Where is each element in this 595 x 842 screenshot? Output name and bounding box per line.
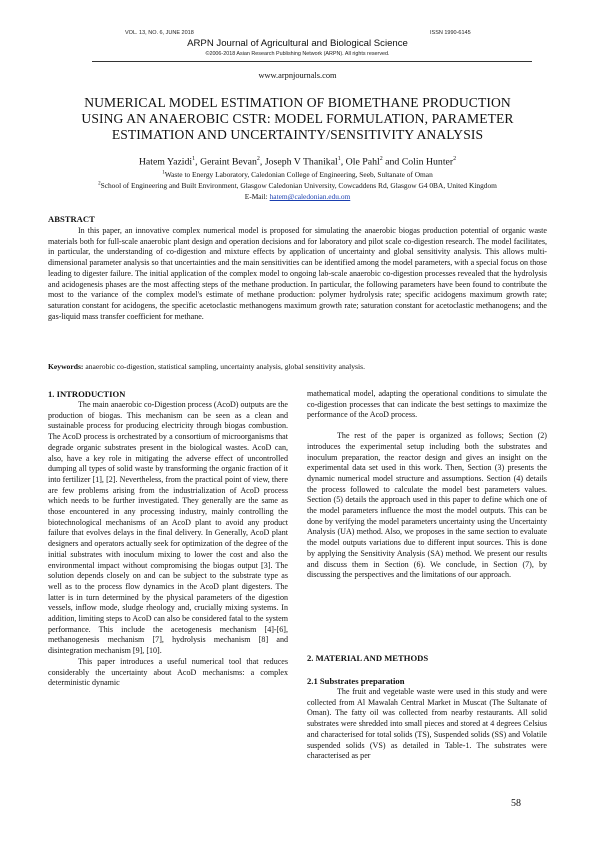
affiliation-text: School of Engineering and Built Environment, Glasgow Caledonian University, Cowcaddens Rd, Glasgow G4 0BA, United Kingdom (100, 181, 497, 190)
section-heading-introduction: 1. INTRODUCTION (48, 389, 126, 399)
copyright-notice: ©2006-2018 Asian Research Publishing Network (ARPN). All rights reserved. (205, 51, 390, 57)
abstract-paragraph: In this paper, an innovative complex numerical model is proposed for simulating the anaerobic biogas production potential of organic waste materials both for full-scale anaerobic plant design and operation decisions and for laboratory and pilot scale co-digestion research. The model facilitates, in particular, the understanding of co-digestion and mixture effects by application of uncertainty and global sensitivity analysis. This allows multi-dimensional parameter analysis so that uncertainties and the main sensitivities can be identified among the model parameters, with a special focus on those leading to digester failure. The initial application of the complex model to ongoing lab-scale anaerobic co-digestion processes revealed that the hydrolysis and acidogenesis phases are the most affecting steps of the methane production. In particular, the following parameters have been found to contribute the most to the variance of the complex model's estimate of methane production: polymer hydrolysis rate; specific acidogens maximum growth rate; saturation constant for acidogens, the specific acetoclastic methanogens maximum growth rate; saturation constant for acetoclastic methanogens; and the gas-liquid mass transfer coefficient for methane. (48, 226, 547, 321)
author-affil-mark: 2 (453, 156, 457, 162)
affiliation-1 (0, 170, 595, 179)
header-rule (92, 61, 532, 62)
volume-info: VOL. 13, NO. 6, JUNE 2018 (125, 30, 194, 36)
affil-mark: 2 (98, 181, 101, 187)
intro-paragraph-continued: mathematical model, adapting the operational conditions to simulate the co-digestion processes that can indicate the best settings to maximize the performance of the AcoD process. (307, 389, 547, 420)
right-column (307, 389, 547, 581)
author-affil-mark: 2 (256, 156, 260, 162)
title-line: ESTIMATION AND UNCERTAINTY/SENSITIVITY ANALYSIS (111, 127, 484, 142)
affiliation-text: Waste to Energy Laboratory, Caledonian College of Engineering, Seeb, Sultanate of Oman (164, 170, 433, 179)
keywords-line (48, 362, 547, 371)
author-name: Ole Pahl (345, 156, 380, 168)
affiliation-2 (0, 181, 595, 190)
author-name: Geraint Bevan (200, 156, 257, 168)
author-list (0, 156, 595, 167)
intro-paragraph: This paper introduces a useful numerical tool that reduces considerably the uncertainty about AcoD mechanisms: a complex deterministic dynamic (48, 656, 288, 688)
author-separator: and (382, 156, 402, 168)
email-label: E-Mail: (244, 192, 270, 201)
page-number: 58 (511, 798, 521, 809)
keywords-text: anaerobic co-digestion, statistical sampling, uncertainty analysis, global sensitivity analysis. (83, 362, 365, 371)
affil-mark: 1 (162, 170, 165, 176)
intro-paragraph: The main anaerobic co-Digestion process (AcoD) outputs are the production of biogas. This mechanism can be seen as a clean and sustainable process for producing electricity through biogas combustion. The AcoD process is orchestrated by a consortium of microorganisms that degrade organic substrates present in the biological wastes. AcoD can, also, have a key role in mitigating the adverse effect of uncontrolled dumping all types of solid waste by transforming the organic fraction of it into fertilizer [1], [2]. Nevertheless, from the practical point of view, there are few problems arising from the industrialization of AcoD process which needs to be further investigated. They generally are the same as those encountered in any processing industry, mainly controlling the biotechnological mechanisms of an AcoD plant to avoid any product failure that evolves delays in the final delivery. In Generally, AcoD plant designers and operators actually seek for optimization of the degree of the initial substrates with inoculum mixing to lower the cost and also the environmental impact without compromising the biogas output [3]. The solution depends closely on and can be subject to the substrate type as well as to the process flow dynamics in the AcoD plant digesters. The latter is in turn determined by the physical parameters of the digestion vessels, inflow mode, sludge rheology and, crucially mixing systems. In addition, limiting steps to AcoD can also be considered fatal to the system performance. This include the acetogenesis mechanism [4]-[6], methanogenesis mechanism [7], hydrolysis mechanism [8] and disintegration mechanism [9], [10]. (48, 400, 288, 656)
title-line: NUMERICAL MODEL ESTIMATION OF BIOMETHANE PRODUCTION (84, 95, 511, 110)
methods-paragraph: The fruit and vegetable waste were used in this study and were collected from Al Mawalah Central Market in Muscat (The Sultanate of Oman). The fatty oil was collected from nearby restaurants. All solid substrates were shredded into small pieces and stored at 4 degrees Celsius and characterised for total solids (TS), Suspended solids (SS) and Volatile suspended solids (VS) as detailed in Table-1. The substrates were characterised as per (307, 687, 547, 761)
email-line (0, 192, 595, 201)
author-affil-mark: 1 (192, 156, 196, 162)
title-line: USING AN ANAEROBIC CSTR: MODEL FORMULATION, PARAMETER (81, 111, 514, 126)
author-affil-mark: 2 (379, 156, 383, 162)
keywords-label: Keywords: (48, 362, 84, 371)
issn: ISSN 1990-6145 (430, 30, 471, 36)
section-heading-methods: 2. MATERIAL AND METHODS (307, 653, 429, 663)
journal-website[interactable]: www.arpnjournals.com (258, 71, 337, 80)
abstract-heading: ABSTRACT (48, 214, 95, 224)
methods-body (307, 687, 547, 762)
author-name: Colin Hunter (401, 156, 454, 168)
journal-name: ARPN Journal of Agricultural and Biological Science (187, 38, 408, 49)
author-affil-mark: 1 (337, 156, 341, 162)
author-name: Joseph V Thanikal (264, 156, 338, 168)
abstract-body (48, 226, 547, 322)
author-separator: , (259, 156, 265, 168)
author-email-link[interactable]: hatem@caledonian.edu.om (269, 192, 351, 201)
author-separator: , (340, 156, 346, 168)
left-column (48, 400, 288, 689)
intro-paragraph: The rest of the paper is organized as follows; Section (2) introduces the experimental setup including both the substrates and inoculum preparation, the reactor design and gives an insight on the experimental data set used in this work. Then, Section (3) presents the dynamic numerical model structure and assumptions. Section (4) details the process followed to calculate the model best parameters values. Section (5) details the approach used in this paper to define which one of the model parameters influence the most the model outputs. This can be done by verifying the model parameters uncertainty using the Uncertainty Analysis (UA) method. Also, we proposes in the same section to evaluate the model outputs variations due to different input sources. This is done by applying the Sensitivity Analysis (SA) method. We present our results and discuss them in Section (6). We conclude, in Section (7), by discussing the perspectives and the limitations of our approach. (307, 431, 547, 580)
author-separator: , (195, 156, 201, 168)
subsection-heading-substrates: 2.1 Substrates preparation (307, 676, 405, 686)
paper-title (40, 95, 555, 143)
author-name: Hatem Yazidi (138, 156, 193, 168)
